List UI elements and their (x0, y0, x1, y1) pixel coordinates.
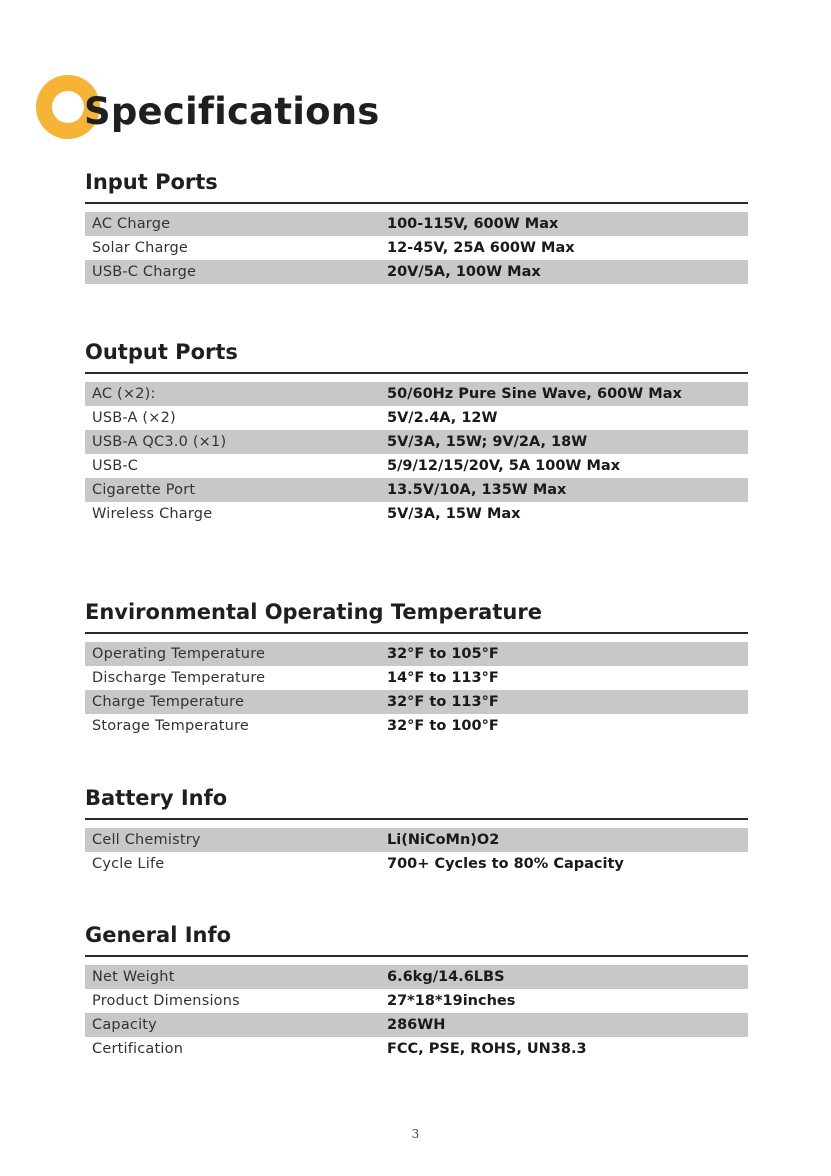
section-general-info (85, 923, 748, 1061)
table-row (85, 989, 748, 1013)
row-label: Net Weight (92, 969, 175, 985)
row-label: USB-C Charge (92, 264, 197, 280)
section-input-ports (85, 170, 748, 284)
row-value: 50/60Hz Pure Sine Wave, 600W Max (387, 386, 682, 402)
table-row (85, 478, 748, 502)
table-row (85, 666, 748, 690)
table-row (85, 714, 748, 738)
table-row (85, 406, 748, 430)
row-value: 5V/2.4A, 12W (387, 410, 498, 426)
row-value: FCC, PSE, ROHS, UN38.3 (387, 1041, 587, 1057)
table-row (85, 236, 748, 260)
row-label: Certification (92, 1041, 184, 1057)
table-row (85, 430, 748, 454)
row-value: 13.5V/10A, 135W Max (387, 482, 567, 498)
row-label: Solar Charge (92, 240, 188, 256)
table-row (85, 852, 748, 876)
row-label: AC Charge (92, 216, 171, 232)
row-value: 5V/3A, 15W; 9V/2A, 18W (387, 434, 588, 450)
row-label: Discharge Temperature (92, 670, 266, 686)
section-battery-info (85, 786, 748, 876)
section-heading: Input Ports (85, 170, 748, 204)
row-value: 32°F to 105°F (387, 646, 499, 662)
row-label: Operating Temperature (92, 646, 266, 662)
section-heading: Battery Info (85, 786, 748, 820)
section-environmental-temperature (85, 600, 748, 738)
row-value: 700+ Cycles to 80% Capacity (387, 856, 624, 872)
row-value: 286WH (387, 1017, 446, 1033)
page-number: 3 (411, 1127, 420, 1141)
row-label: Cycle Life (92, 856, 165, 872)
row-label: Cigarette Port (92, 482, 196, 498)
row-value: 32°F to 113°F (387, 694, 499, 710)
spec-table (85, 965, 748, 1061)
table-row (85, 502, 748, 526)
row-label: USB-A (×2) (92, 410, 176, 426)
spec-table (85, 642, 748, 738)
row-label: Capacity (92, 1017, 157, 1033)
row-label: USB-A QC3.0 (×1) (92, 434, 227, 450)
row-value: 14°F to 113°F (387, 670, 499, 686)
section-heading: General Info (85, 923, 748, 957)
spec-table (85, 212, 748, 284)
row-label: Product Dimensions (92, 993, 240, 1009)
table-row (85, 1037, 748, 1061)
table-row (85, 212, 748, 236)
row-label: Cell Chemistry (92, 832, 201, 848)
row-value: 27*18*19inches (387, 993, 516, 1009)
page-title: Specifications (84, 90, 380, 133)
table-row (85, 454, 748, 478)
row-value: 20V/5A, 100W Max (387, 264, 541, 280)
spec-table (85, 382, 748, 526)
row-label: Charge Temperature (92, 694, 245, 710)
spec-table (85, 828, 748, 876)
row-value: 12-45V, 25A 600W Max (387, 240, 575, 256)
table-row (85, 642, 748, 666)
row-value: 5/9/12/15/20V, 5A 100W Max (387, 458, 621, 474)
table-row (85, 965, 748, 989)
section-heading: Environmental Operating Temperature (85, 600, 748, 634)
table-row (85, 1013, 748, 1037)
row-value: 100-115V, 600W Max (387, 216, 559, 232)
row-label: Storage Temperature (92, 718, 249, 734)
table-row (85, 828, 748, 852)
section-heading: Output Ports (85, 340, 748, 374)
row-label: USB-C (92, 458, 139, 474)
row-value: Li(NiCoMn)O2 (387, 832, 500, 848)
section-output-ports (85, 340, 748, 526)
row-label: AC (×2): (92, 386, 156, 402)
row-label: Wireless Charge (92, 506, 213, 522)
table-row (85, 690, 748, 714)
table-row (85, 382, 748, 406)
table-row (85, 260, 748, 284)
row-value: 32°F to 100°F (387, 718, 499, 734)
row-value: 5V/3A, 15W Max (387, 506, 521, 522)
row-value: 6.6kg/14.6LBS (387, 969, 505, 985)
